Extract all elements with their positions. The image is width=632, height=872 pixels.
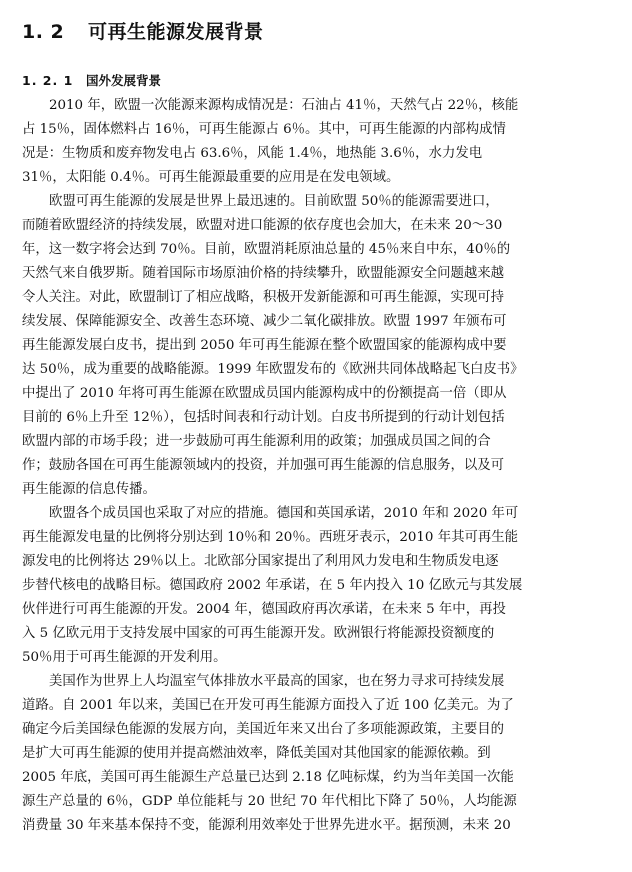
text-line: 伙伴进行可再生能源的开发。2004 年，德国政府再次承诺，在未来 5 年中，再投 xyxy=(22,602,506,617)
text-line: 消费量 30 年来基本保持不变，能源利用效率处于世界先进水平。据预测，未来 20 xyxy=(22,818,511,833)
section-heading xyxy=(22,68,610,94)
text-line: 年，这一数字将会达到 70％。目前，欧盟消耗原油总量的 45％来自中东，40％的 xyxy=(22,242,511,257)
text-line: 作；鼓励各国在可再生能源领域内的投资，并加强可再生能源的信息服务，以及可 xyxy=(22,458,505,473)
text-line: 占 15％，固体燃料占 16％，可再生能源占 6％。其中，可再生能源的内部构成情 xyxy=(22,122,506,137)
paragraph xyxy=(22,190,610,502)
text-line: 是扩大可再生能源的使用并提高燃油效率，降低美国对其他国家的能源依赖。到 xyxy=(22,746,491,761)
text-line: 令人关注。对此，欧盟制订了相应战略，积极开发新能源和可再生能源，实现可持 xyxy=(22,290,505,305)
text-line: 步替代核电的战略目标。德国政府 2002 年承诺，在 5 年内投入 10 亿欧元与其发展 xyxy=(22,578,523,593)
text-line: 况是：生物质和废弃物发电占 63.6％，风能 1.4％，地热能 3.6％，水力发电 xyxy=(22,146,483,161)
text-line: 欧盟各个成员国也采取了对应的措施。德国和英国承诺，2010 年和 2020 年可 xyxy=(49,506,519,521)
text-line: 天然气来自俄罗斯。随着国际市场原油价格的持续攀升，欧盟能源安全问题越来越 xyxy=(22,266,505,281)
text-line: 再生能源发电量的比例将分别达到 10％和 20％。西班牙表示，2010 年其可再生能 xyxy=(22,530,519,545)
text-line: 源发电的比例将达 29％以上。北欧部分国家提出了利用风力发电和生物质发电逐 xyxy=(22,554,499,569)
text-line: 50％用于可再生能源的开发利用。 xyxy=(22,650,227,665)
text-line: 31％，太阳能 0.4％。可再生能源最重要的应用是在发电领域。 xyxy=(22,170,400,185)
text-line: 而随着欧盟经济的持续发展，欧盟对进口能源的依存度也会加大，在未来 20～30 xyxy=(22,218,503,233)
text-line: 中提出了 2010 年将可再生能源在欧盟成员国内能源构成中的份额提高一倍（即从 xyxy=(22,386,507,401)
text-line: 续发展、保障能源安全、改善生态环境、减少二氧化碳排放。欧盟 1997 年颁布可 xyxy=(22,314,507,329)
paragraph xyxy=(22,502,610,670)
text-line: 目前的 6％上升至 12％），包括时间表和行动计划。白皮书所提到的行动计划包括 xyxy=(22,410,505,425)
text-line: 2005 年底，美国可再生能源生产总量已达到 2.18 亿吨标煤，约为当年美国一次能 xyxy=(22,770,514,785)
paragraph xyxy=(22,670,610,838)
body-text xyxy=(22,94,610,838)
text-line: 入 5 亿欧元用于支持发展中国家的可再生能源开发。欧洲银行将能源投资额度的 xyxy=(22,626,495,641)
section-title: 国外发展背景 xyxy=(86,73,162,88)
chapter-heading xyxy=(22,12,610,52)
chapter-title: 可再生能源发展背景 xyxy=(88,21,264,43)
text-line: 2010 年，欧盟一次能源来源构成情况是：石油占 41％，天然气占 22％，核能 xyxy=(49,98,519,113)
text-line: 再生能源的信息传播。 xyxy=(22,482,156,497)
text-line: 美国作为世界上人均温室气体排放水平最高的国家，也在努力寻求可持续发展 xyxy=(49,674,505,689)
section-number: 1. 2. 1 xyxy=(22,73,74,88)
chapter-number: 1. 2 xyxy=(22,21,65,43)
text-line: 确定今后美国绿色能源的发展方向，美国近年来又出台了多项能源政策，主要目的 xyxy=(22,722,505,737)
text-line: 再生能源发展白皮书，提出到 2050 年可再生能源在整个欧盟国家的能源构成中要 xyxy=(22,338,507,353)
text-line: 道路。自 2001 年以来，美国已在开发可再生能源方面投入了近 100 亿美元。为了 xyxy=(22,698,514,713)
text-line: 欧盟可再生能源的发展是世界上最迅速的。目前欧盟 50％的能源需要进口， xyxy=(49,194,499,209)
paragraph xyxy=(22,94,610,190)
text-line: 源生产总量的 6％，GDP 单位能耗与 20 世纪 70 年代相比下降了 50％，人均能源 xyxy=(22,794,517,809)
text-line: 达 50％，成为重要的战略能源。1999 年欧盟发布的《欧洲共同体战略起飞白皮书》 xyxy=(22,362,524,377)
text-line: 欧盟内部的市场手段；进一步鼓励可再生能源利用的政策；加强成员国之间的合 xyxy=(22,434,491,449)
